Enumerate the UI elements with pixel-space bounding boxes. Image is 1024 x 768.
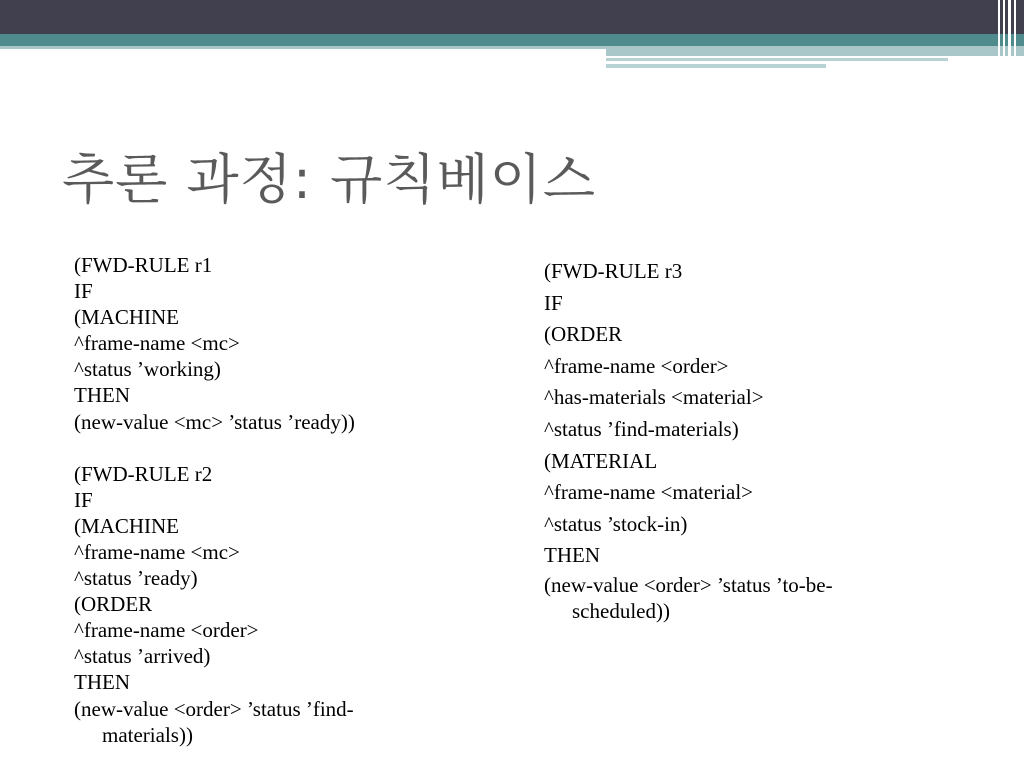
header-band-light-right <box>606 46 1024 56</box>
header-band-light <box>0 46 606 49</box>
rule-line: ^status ’find-materials) <box>544 416 739 441</box>
rule-r1-block <box>74 252 454 435</box>
rule-line: (FWD-RULE r1 <box>74 253 213 277</box>
header-line-1 <box>606 58 948 61</box>
rule-line: (MACHINE <box>74 305 179 330</box>
rule-line: (new-value <mc> ’status ’ready)) <box>74 409 355 434</box>
rule-line: ^status ’stock-in) <box>544 511 688 536</box>
rule-line: ^frame-name <order> <box>74 618 259 643</box>
header-corner-stripes <box>992 0 1024 68</box>
header-band-dark <box>0 0 1024 34</box>
rule-line: IF <box>74 487 93 512</box>
rule-line: IF <box>74 279 93 304</box>
rule-line: ^frame-name <material> <box>544 480 754 505</box>
rule-line: (FWD-RULE r3 <box>544 259 683 283</box>
rule-line: (ORDER <box>544 322 623 347</box>
rule-line: (MATERIAL <box>544 448 658 473</box>
header-line-2 <box>606 64 826 68</box>
rule-line: THEN <box>74 383 130 408</box>
header-band-teal <box>0 34 1024 46</box>
rule-r2-block <box>74 461 454 748</box>
rule-line: ^frame-name <mc> <box>74 539 240 564</box>
rule-line: (FWD-RULE r2 <box>74 461 213 486</box>
rule-line: ^has-materials <material> <box>544 385 764 410</box>
rule-line: ^frame-name <order> <box>544 353 729 378</box>
rule-line: IF <box>544 290 563 315</box>
rule-line: ^status ’ready) <box>74 566 198 591</box>
rule-line: ^status ’working) <box>74 357 221 382</box>
slide-title: 추론 과정: 규칙베이스 <box>62 148 596 211</box>
right-rule-column <box>544 256 924 624</box>
rule-line: ^frame-name <mc> <box>74 331 240 356</box>
rule-line: THEN <box>544 543 600 568</box>
rule-line: (new-value <order> ’status ’to-be-scheduled)) <box>544 572 833 623</box>
rule-line: THEN <box>74 670 130 695</box>
rule-line: (MACHINE <box>74 513 179 538</box>
left-rule-column <box>74 252 454 748</box>
rule-r3-block <box>544 256 924 624</box>
rule-line: ^status ’arrived) <box>74 644 211 669</box>
rule-line: (new-value <order> ’status ’find-materials)) <box>74 696 354 747</box>
rule-line: (ORDER <box>74 592 153 617</box>
